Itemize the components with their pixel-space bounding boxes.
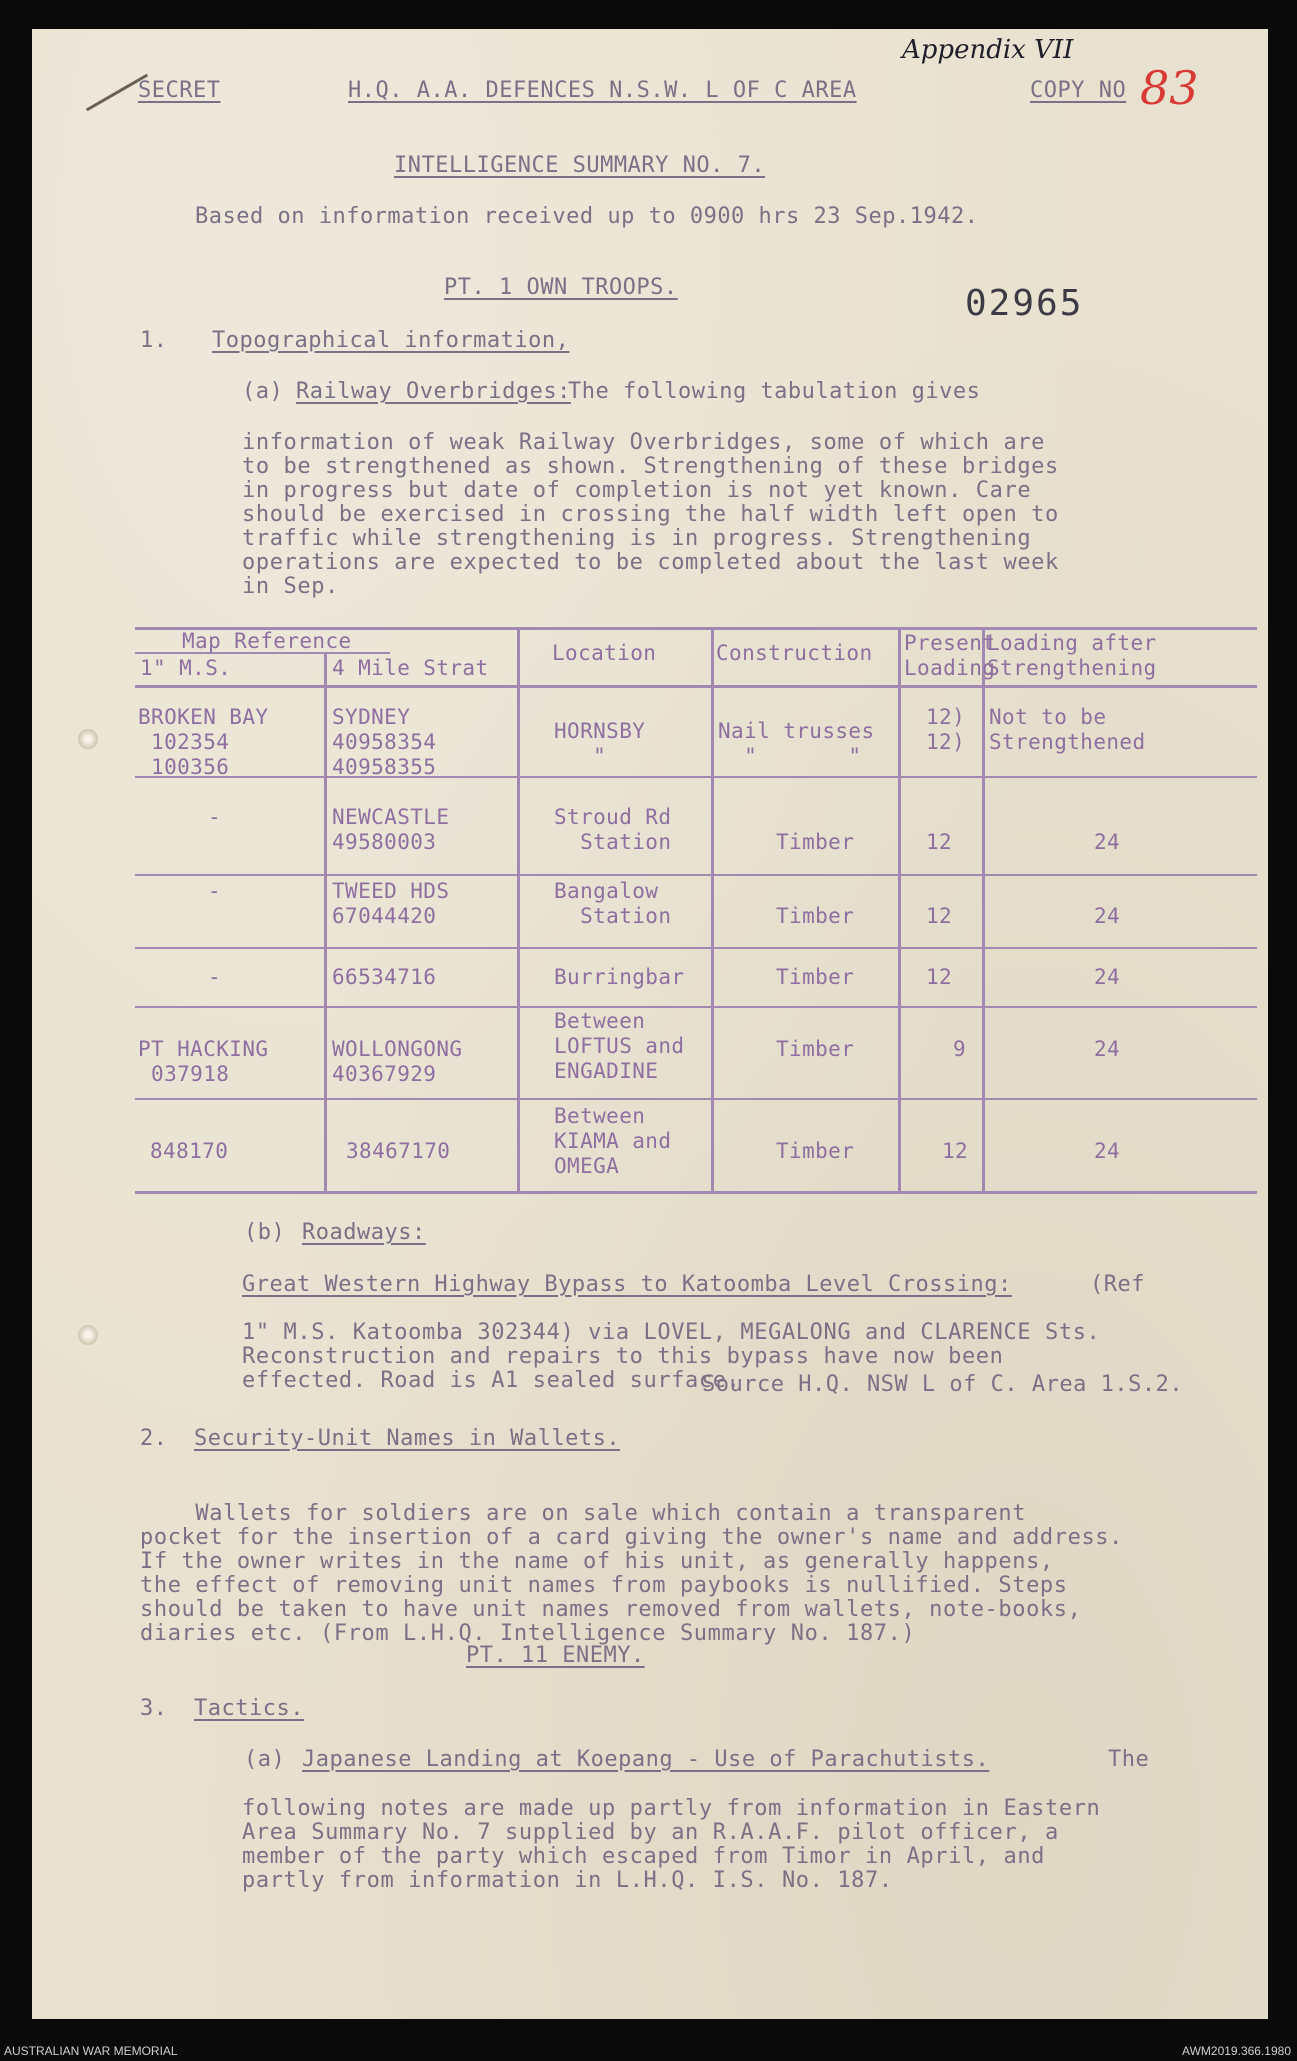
section-2-line-5: should be taken to have unit names removed from wallets, note-books, bbox=[140, 1597, 1082, 1622]
punch-hole-bottom bbox=[78, 1325, 98, 1345]
table-row-3-present: 12 bbox=[926, 904, 953, 928]
table-row-5-after: 24 bbox=[1094, 1037, 1121, 1061]
header-after-1: Loading after bbox=[987, 631, 1157, 655]
table-row-2-strat: NEWCASTLE 49580003 bbox=[332, 805, 450, 854]
para-3a-line-5: partly from information in L.H.Q. I.S. No. 187. bbox=[242, 1868, 893, 1893]
table-row-6-strat: 38467170 bbox=[346, 1139, 451, 1163]
header-construction: Construction bbox=[716, 641, 873, 665]
section-2-title: Security-Unit Names in Wallets. bbox=[194, 1426, 621, 1451]
table-row-2-location: Stroud Rd Station bbox=[554, 805, 672, 854]
para-b-line-2: 1" M.S. Katoomba 302344) via LOVEL, MEGALONG and CLARENCE Sts. bbox=[242, 1320, 1101, 1345]
table-row-1-strat: SYDNEY 40958354 40958355 bbox=[332, 705, 437, 779]
para-b-line-3: Reconstruction and repairs to this bypass have now been bbox=[242, 1344, 1004, 1369]
section-3-number: 3. bbox=[140, 1696, 168, 1721]
table-row-5-ms: PT HACKING 037918 bbox=[138, 1037, 269, 1086]
table-row-4-after: 24 bbox=[1094, 965, 1121, 989]
table-row-1-after: Not to be Strengthened bbox=[989, 705, 1146, 754]
table-row-4-ms: - bbox=[208, 965, 222, 989]
punch-hole-top bbox=[78, 729, 98, 749]
table-row-3-after: 24 bbox=[1094, 904, 1121, 928]
para-a-line-6: traffic while strengthening is in progress. Strengthening bbox=[242, 526, 1032, 551]
table-row-2-after: 24 bbox=[1094, 830, 1121, 854]
hq-header: H.Q. A.A. DEFENCES N.S.W. L OF C AREA bbox=[348, 78, 857, 103]
table-row-4-present: 12 bbox=[926, 965, 953, 989]
para-b-line-1: (Ref bbox=[1090, 1272, 1145, 1297]
serial-number: 02965 bbox=[965, 283, 1084, 324]
footer-right: AWM2019.366.1980 bbox=[1182, 2044, 1291, 2058]
para-a-body bbox=[242, 407, 1059, 599]
section-2-line-3: If the owner writes in the name of his unit, as generally happens, bbox=[140, 1549, 1054, 1574]
header-ms: 1" M.S. bbox=[140, 656, 232, 680]
para-a-line-4: in progress but date of completion is not yet known. Care bbox=[242, 478, 1032, 503]
para-3a-line-2: following notes are made up partly from information in Eastern bbox=[242, 1796, 1101, 1821]
para-3a-heading: Japanese Landing at Koepang - Use of Parachutists. bbox=[302, 1747, 990, 1772]
section-2-line-4: the effect of removing unit names from paybooks is nullified. Steps bbox=[140, 1573, 1068, 1598]
header-present-2: Loading bbox=[904, 656, 996, 680]
header-map-reference: Map Reference bbox=[182, 629, 352, 653]
header-after-2: Strengthening bbox=[987, 656, 1157, 680]
copy-no-label: COPY NO bbox=[1030, 78, 1127, 103]
para-3a-line-4: member of the party which escaped from Timor in April, and bbox=[242, 1844, 1046, 1869]
copy-number-handwritten: 83 bbox=[1140, 61, 1199, 115]
table-row-4-strat: 66534716 bbox=[332, 965, 437, 989]
para-a-line-5: should be exercised in crossing the half width left open to bbox=[242, 502, 1059, 527]
para-a-line-7: operations are expected to be completed about the last week bbox=[242, 550, 1059, 575]
footer-left: AUSTRALIAN WAR MEMORIAL bbox=[4, 2044, 178, 2058]
summary-title: INTELLIGENCE SUMMARY NO. 7. bbox=[394, 153, 766, 178]
section-2-body bbox=[140, 1478, 1123, 1646]
para-b-source: Source H.Q. NSW L of C. Area 1.S.2. bbox=[702, 1372, 1184, 1397]
table-row-6-after: 24 bbox=[1094, 1139, 1121, 1163]
table-row-6-construction: Timber bbox=[776, 1139, 855, 1163]
para-3a-body bbox=[242, 1773, 1100, 1893]
table-row-1-ms: BROKEN BAY 102354 100356 bbox=[138, 705, 269, 779]
table-row-4-construction: Timber bbox=[776, 965, 855, 989]
part-1-heading: PT. 1 OWN TROOPS. bbox=[444, 275, 678, 300]
table-row-5-location: Between LOFTUS and ENGADINE bbox=[554, 1009, 685, 1083]
para-a-line-2: information of weak Railway Overbridges, some of which are bbox=[242, 430, 1046, 455]
section-1-title: Topographical information, bbox=[212, 328, 570, 353]
para-b-line-4: effected. Road is A1 sealed surface. bbox=[242, 1368, 741, 1393]
para-3a-line-1: The bbox=[1108, 1747, 1150, 1772]
header-strat: 4 Mile Strat bbox=[332, 656, 489, 680]
secret-label: SECRET bbox=[138, 78, 221, 103]
table-row-6-location: Between KIAMA and OMEGA bbox=[554, 1104, 672, 1178]
section-2-line-6: diaries etc. (From L.H.Q. Intelligence Summary No. 187.) bbox=[140, 1621, 916, 1646]
para-b-heading: Roadways: bbox=[302, 1220, 426, 1245]
para-3a-line-3: Area Summary No. 7 supplied by an R.A.A.F. pilot officer, a bbox=[242, 1820, 1059, 1845]
table-row-5-construction: Timber bbox=[776, 1037, 855, 1061]
para-b-label: (b) bbox=[244, 1220, 286, 1245]
table-row-2-present: 12 bbox=[926, 830, 953, 854]
section-2-line-2: pocket for the insertion of a card giving the owner's name and address. bbox=[140, 1525, 1124, 1550]
appendix-handwritten: Appendix VII bbox=[902, 35, 1074, 65]
table-row-5-present: 9 bbox=[953, 1037, 967, 1061]
table-row-3-ms: - bbox=[208, 879, 222, 903]
table-row-3-strat: TWEED HDS 67044420 bbox=[332, 879, 450, 928]
table-row-1-present: 12) 12) bbox=[926, 705, 966, 754]
para-a-line-3: to be strengthened as shown. Strengthening of these bridges bbox=[242, 454, 1059, 479]
para-a-line-8: in Sep. bbox=[242, 574, 339, 599]
para-a-line-1: The following tabulation gives bbox=[568, 379, 981, 404]
table-row-6-ms: 848170 bbox=[150, 1139, 229, 1163]
para-3a-label: (a) bbox=[244, 1747, 286, 1772]
section-2-line-1: Wallets for soldiers are on sale which contain a transparent bbox=[140, 1501, 1027, 1526]
table-row-2-construction: Timber bbox=[776, 830, 855, 854]
section-2-number: 2. bbox=[140, 1426, 168, 1451]
table-row-4-location: Burringbar bbox=[554, 965, 685, 989]
table-row-5-strat: WOLLONGONG 40367929 bbox=[332, 1037, 463, 1086]
section-3-title: Tactics. bbox=[194, 1696, 304, 1721]
table-row-3-location: Bangalow Station bbox=[554, 879, 672, 928]
table-row-1-construction: Nail trusses " " bbox=[718, 719, 875, 768]
para-a-label: (a) bbox=[242, 379, 284, 404]
summary-subtitle: Based on information received up to 0900 hrs 23 Sep.1942. bbox=[195, 204, 979, 229]
header-location: Location bbox=[552, 641, 657, 665]
para-a-heading: Railway Overbridges: bbox=[296, 379, 571, 404]
header-present-1: Present bbox=[904, 631, 996, 655]
table-row-6-present: 12 bbox=[942, 1139, 969, 1163]
table-row-1-location: HORNSBY " bbox=[554, 719, 646, 768]
table-row-2-ms: - bbox=[208, 805, 222, 829]
para-b-subheading: Great Western Highway Bypass to Katoomba Level Crossing: bbox=[242, 1272, 1012, 1297]
document-page bbox=[32, 29, 1268, 2019]
table-row-3-construction: Timber bbox=[776, 904, 855, 928]
section-1-number: 1. bbox=[140, 328, 168, 353]
part-2-heading: PT. 11 ENEMY. bbox=[466, 1643, 645, 1668]
